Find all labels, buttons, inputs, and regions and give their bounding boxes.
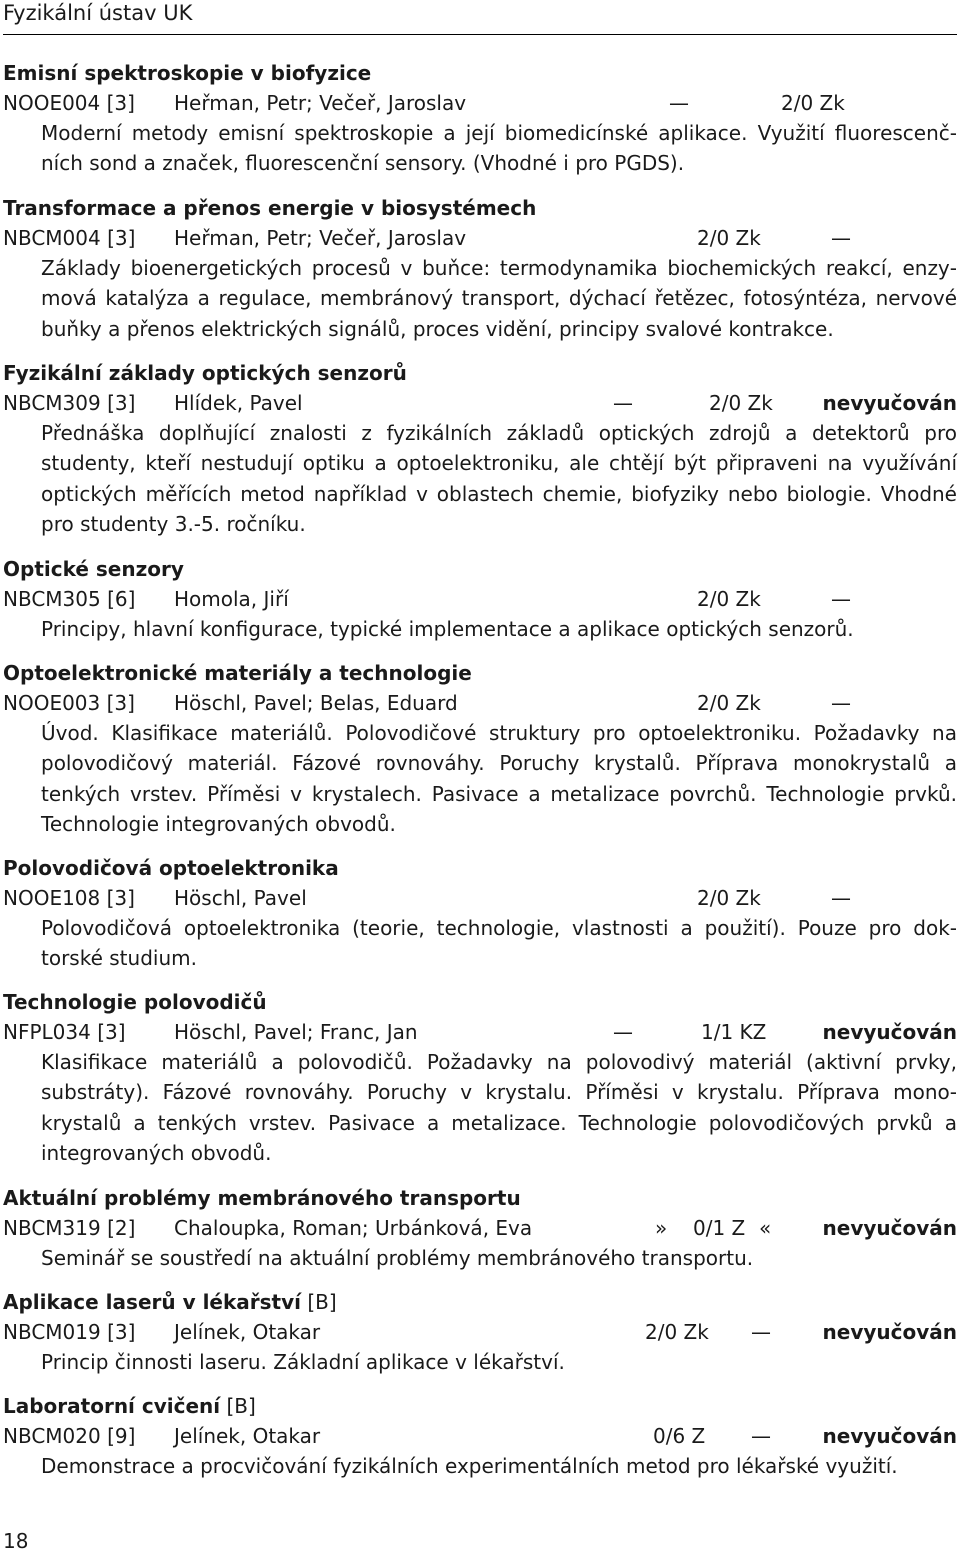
- course-credits: 2/0 Zk: [697, 691, 761, 715]
- credits-separator-left: —: [669, 91, 689, 115]
- course-credits: 2/0 Zk: [709, 391, 773, 415]
- course-description: Seminář se soustředí na aktuální problémy membránového transportu.: [41, 1246, 754, 1270]
- course-entry: [3, 358, 957, 539]
- course-teachers: Chaloupka, Roman; Urbánková, Eva: [174, 1216, 533, 1240]
- course-entry: [3, 58, 957, 179]
- credits-separator-right: —: [831, 226, 851, 250]
- course-teachers: Homola, Jiří: [174, 587, 289, 611]
- course-credits: 1/1 KZ: [701, 1020, 767, 1044]
- course-description: Polovodičová optoelektronika (teorie, technologie, vlastnosti a použití). Pouze pro doktorské studium.: [41, 916, 957, 971]
- course-code: NBCM019 [3]: [3, 1320, 136, 1344]
- course-title-text: Transformace a přenos energie v biosystémech: [3, 196, 537, 220]
- course-description: Přednáška doplňující znalosti z fyzikálních základů optických zdrojů a detektorů pro studenty, kteří nestudují optiku a optoelektroniku, ale chtějí být připraveni na využívání optických měřících metod například v oblastech chemie, biofyziky nebo biologie. Vhodné pro studenty 3.-5. ročníku.: [41, 421, 957, 536]
- course-entry: [3, 1287, 957, 1377]
- course-entry: [3, 658, 957, 839]
- course-category: [B]: [226, 1394, 256, 1418]
- course-title-text: Emisní spektroskopie v biofyzice: [3, 61, 372, 85]
- course-title-text: Laboratorní cvičení: [3, 1394, 221, 1418]
- credits-separator-right: —: [751, 1320, 771, 1344]
- course-title-text: Fyzikální základy optických senzorů: [3, 361, 407, 385]
- course-teachers: Heřman, Petr; Večeř, Jaroslav: [174, 91, 467, 115]
- course-code: NBCM020 [9]: [3, 1424, 136, 1448]
- course-entry: [3, 1391, 957, 1481]
- course-meta: [3, 688, 957, 718]
- course-description: Princip činnosti laseru. Základní aplikace v lékařství.: [41, 1350, 565, 1374]
- status-badge: nevyučován: [822, 1424, 957, 1448]
- course-title: [3, 1287, 957, 1317]
- course-entry: [3, 554, 957, 644]
- course-description: Základy bioenergetických procesů v buňce: termodynamika biochemických reakcí, enzymová katalýza a regulace, membránový transport, dýchací řetězec, fotosýntéza, nervové buňky a přenos elektrických signálů, proces vidění, principy svalové kontrakce.: [41, 256, 957, 341]
- credits-separator-right: «: [759, 1216, 772, 1240]
- status-badge: nevyučován: [822, 1216, 957, 1240]
- course-title: [3, 658, 957, 688]
- course-description: Moderní metody emisní spektroskopie a její biomedicínské aplikace. Využití fluorescenčních sond a značek, fluorescenční sensory. (Vhodné i pro PGDS).: [41, 121, 957, 176]
- status-badge: nevyučován: [822, 1020, 957, 1044]
- course-title-text: Optické senzory: [3, 557, 184, 581]
- course-teachers: Jelínek, Otakar: [174, 1320, 321, 1344]
- course-meta: [3, 584, 957, 614]
- course-meta: [3, 1017, 957, 1047]
- course-description: Úvod. Klasifikace materiálů. Polovodičové struktury pro optoelektroniku. Požadavky na polovodičový materiál. Fázové rovnováhy. Poruchy krystalů. Příprava monokrystalů a tenkých vrstev. Příměsi v krystalech. Pasivace a metalizace povrchů. Technologie prvků. Technologie integrovaných obvodů.: [41, 721, 957, 836]
- course-code: NOOE003 [3]: [3, 691, 135, 715]
- course-teachers: Heřman, Petr; Večeř, Jaroslav: [174, 226, 467, 250]
- course-description: Principy, hlavní konfigurace, typické implementace a aplikace optických senzorů.: [41, 617, 854, 641]
- credits-separator-left: —: [613, 391, 633, 415]
- course-credits: 2/0 Zk: [781, 91, 845, 115]
- course-meta: [3, 883, 957, 913]
- course-meta: [3, 1213, 957, 1243]
- course-meta: [3, 388, 957, 418]
- course-credits: 2/0 Zk: [697, 886, 761, 910]
- course-description: Klasifikace materiálů a polovodičů. Požadavky na polovodivý materiál (aktivní prvky, substráty). Fázové rovnováhy. Poruchy v krystalu. Příměsi v krystalu. Příprava monokrystalů a tenkých vrstev. Pasivace a metalizace. Technologie polovodičových prvků a integrovaných obvodů.: [41, 1050, 957, 1165]
- course-credits: 2/0 Zk: [697, 226, 761, 250]
- course-title-text: Aktuální problémy membránového transportu: [3, 1186, 521, 1210]
- course-entry: [3, 193, 957, 344]
- course-meta: [3, 1317, 957, 1347]
- credits-separator-right: —: [831, 587, 851, 611]
- course-code: NBCM309 [3]: [3, 391, 136, 415]
- page-number: 18: [3, 1529, 29, 1553]
- course-credits: 2/0 Zk: [645, 1320, 709, 1344]
- course-title-text: Polovodičová optoelektronika: [3, 856, 339, 880]
- course-meta: [3, 88, 957, 118]
- course-title: [3, 1391, 957, 1421]
- course-meta: [3, 1421, 957, 1451]
- course-credits: 0/6 Z: [653, 1424, 706, 1448]
- course-code: NOOE108 [3]: [3, 886, 135, 910]
- course-entry: [3, 1183, 957, 1273]
- header-title: Fyzikální ústav UK: [3, 1, 193, 25]
- course-category: [B]: [307, 1290, 337, 1314]
- course-title-text: Optoelektronické materiály a technologie: [3, 661, 472, 685]
- status-badge: nevyučován: [822, 391, 957, 415]
- course-code: NOOE004 [3]: [3, 91, 135, 115]
- course-title: [3, 853, 957, 883]
- course-title: [3, 554, 957, 584]
- credits-separator-right: —: [831, 886, 851, 910]
- course-title: [3, 193, 957, 223]
- course-entry: [3, 987, 957, 1168]
- course-title-text: Technologie polovodičů: [3, 990, 267, 1014]
- course-code: NBCM004 [3]: [3, 226, 136, 250]
- course-credits: 2/0 Zk: [697, 587, 761, 611]
- credits-separator-right: —: [751, 1424, 771, 1448]
- credits-separator-right: —: [831, 691, 851, 715]
- course-title-text: Aplikace laserů v lékařství: [3, 1290, 302, 1314]
- course-teachers: Höschl, Pavel; Belas, Eduard: [174, 691, 458, 715]
- course-code: NBCM319 [2]: [3, 1216, 136, 1240]
- course-description: Demonstrace a procvičování fyzikálních experimentálních metod pro lékařské využití.: [41, 1454, 898, 1478]
- credits-separator-left: »: [655, 1216, 668, 1240]
- course-code: NBCM305 [6]: [3, 587, 136, 611]
- course-meta: [3, 223, 957, 253]
- course-entry: [3, 853, 957, 974]
- status-badge: nevyučován: [822, 1320, 957, 1344]
- course-teachers: Hlídek, Pavel: [174, 391, 303, 415]
- course-title: [3, 987, 957, 1017]
- course-title: [3, 58, 957, 88]
- credits-separator-left: —: [613, 1020, 633, 1044]
- course-teachers: Jelínek, Otakar: [174, 1424, 321, 1448]
- course-teachers: Höschl, Pavel; Franc, Jan: [174, 1020, 418, 1044]
- course-title: [3, 358, 957, 388]
- course-code: NFPL034 [3]: [3, 1020, 126, 1044]
- page-header: [3, 0, 957, 35]
- course-teachers: Höschl, Pavel: [174, 886, 307, 910]
- course-credits: 0/1 Z: [693, 1216, 746, 1240]
- course-title: [3, 1183, 957, 1213]
